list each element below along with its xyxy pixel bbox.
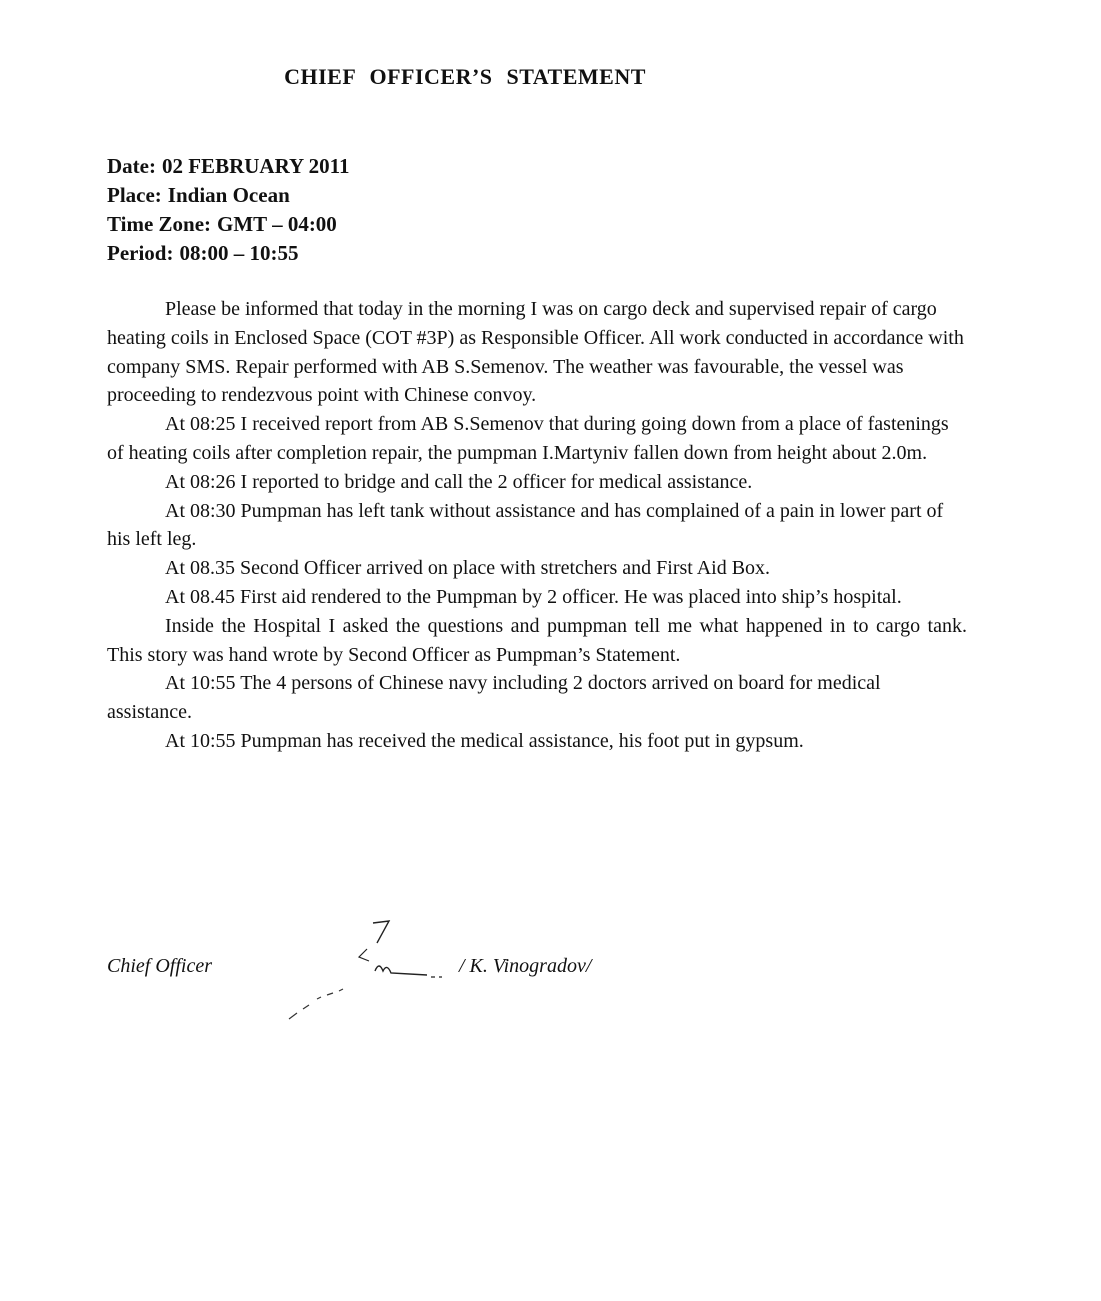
place-value: Indian Ocean	[167, 183, 290, 207]
signature-name: / K. Vinogradov/	[459, 955, 592, 977]
paragraph-intro: Please be informed that today in the morning I was on cargo deck and supervised repair of cargo heating coils in Enclosed Space (COT #3P) as Responsible Officer. All work conducted in accordance with company SMS. Repair performed with AB S.Semenov. The weather was favourable, the vessel was proceeding to rendezvous point with Chinese convoy.	[107, 298, 964, 407]
handwritten-signature	[277, 913, 447, 1033]
statement-details	[107, 152, 349, 268]
place-line	[107, 181, 349, 210]
period-value: 08:00 – 10:55	[179, 241, 299, 265]
paragraph-1055-gypsum: At 10:55 Pumpman has received the medical assistance, his foot put in gypsum.	[165, 729, 804, 752]
paragraph-0826-bridge: At 08:26 I reported to bridge and call the 2 officer for medical assistance.	[165, 470, 753, 493]
paragraph-0835-second-officer: At 08.35 Second Officer arrived on place with stretchers and First Aid Box.	[165, 557, 771, 580]
time-zone-value: GMT – 04:00	[217, 212, 337, 236]
statement-body	[107, 295, 967, 756]
period-label: Period:	[107, 241, 174, 265]
place-label: Place:	[107, 183, 162, 207]
paragraph-0830-left-tank: At 08:30 Pumpman has left tank without assistance and has complained of a pain in lower part of his left leg.	[107, 499, 944, 551]
date-line	[107, 152, 349, 181]
time-zone-label: Time Zone:	[107, 212, 212, 236]
paragraph-1055-navy: At 10:55 The 4 persons of Chinese navy including 2 doctors arrived on board for medical assistance.	[107, 672, 881, 724]
paragraph-hospital: Inside the Hospital I asked the questions and pumpman tell me what happened in to cargo tank. This story was hand wrote by Second Officer as Pumpman’s Statement.	[107, 614, 967, 666]
paragraph-0825-report: At 08:25 I received report from AB S.Semenov that during going down from a place of fastenings of heating coils after completion repair, the pumpman I.Martyniv fallen down from height about 2.0m.	[107, 413, 949, 464]
date-value: 02 FEBRUARY 2011	[161, 154, 350, 178]
date-label: Date:	[107, 154, 156, 178]
time-zone-line	[107, 210, 349, 239]
document-title: CHIEF OFFICER’S STATEMENT	[284, 64, 646, 89]
period-line	[107, 239, 349, 268]
signature-block	[107, 955, 647, 1035]
signature-role: Chief Officer	[107, 955, 212, 977]
paragraph-0845-first-aid: At 08.45 First aid rendered to the Pumpman by 2 officer. He was placed into ship’s hospital.	[165, 585, 902, 608]
